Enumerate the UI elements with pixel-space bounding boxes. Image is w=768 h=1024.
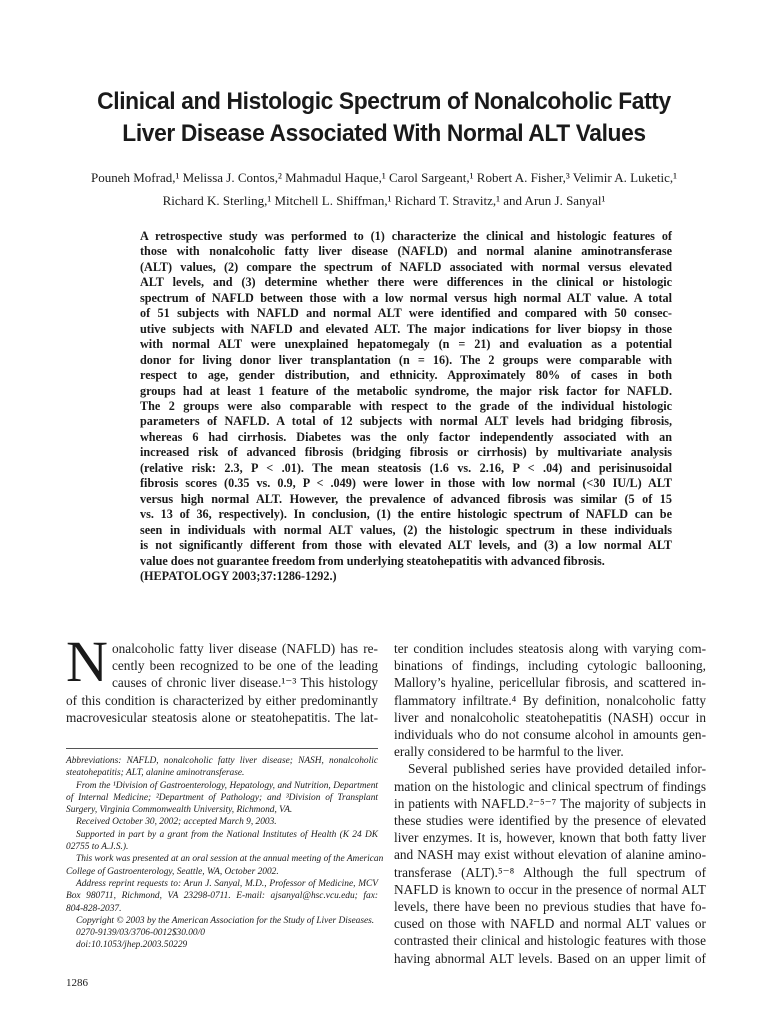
abstract-line: spectrum of NAFLD between those with a low normal versus high normal ALT value. A total [140, 290, 672, 305]
abstract-line: whereas 6 had cirrhosis. Diabetes was the only factor independently associated with an [140, 429, 672, 444]
body-line: individuals who do not consume alcohol in amounts gen- [394, 727, 706, 743]
abstract-line: parameters of NAFLD. A total of 12 subjects with normal ALT levels had bridging fibrosis, [140, 414, 672, 429]
title-line-2: Liver Disease Associated With Normal ALT Values [122, 120, 646, 147]
body-line: ter condition includes steatosis along with varying com- [394, 641, 706, 656]
footnote-line: Received October 30, 2002; accepted March 9, 2003. [76, 817, 277, 828]
abstract-line: (ALT) values, (2) compare the spectrum of NAFLD associated with normal versus elevated [140, 259, 672, 274]
abstract-line: respect to age, gender distribution, and ethnicity. Approximately 80% of cases in both [140, 368, 672, 383]
abstract-line: value does not guarantee freedom from underlying steatohepatitis with advanced fibrosis. [140, 553, 605, 568]
abstract-line: ALT levels, and (3) determine whether there were differences in the clinical or histologic [140, 275, 672, 290]
author-line-2: Richard K. Sterling,¹ Mitchell L. Shiffman,¹ Richard T. Stravitz,¹ and Arun J. Sanyal¹ [162, 193, 606, 208]
footnote-line: 0270-9139/03/3706-0012$30.00/0 [76, 928, 205, 939]
body-line: and NASH may exist without elevation of alanine amino- [394, 847, 706, 863]
abstract-line: utive subjects with NAFLD and elevated ALT. The major indications for liver biopsy in those [140, 321, 672, 336]
abstract-line: seen in individuals with normal ALT values, (2) the histologic spectrum in these individuals [140, 522, 672, 537]
body-line: macrovesicular steatosis alone or steatohepatitis. The lat- [66, 709, 378, 725]
abstract-line: vs. 13 of 36, respectively). In conclusion, (1) the entire histologic spectrum of NAFLD can be [140, 507, 672, 522]
abstract-line: The 2 groups were also comparable with respect to the grade of the individual histologic [140, 398, 672, 413]
body-line: liver enzymes. It is, however, known that both fatty liver [394, 830, 706, 846]
footnote-line: Supported in part by a grant from the National Institutes of Health (K 24 DK [76, 829, 378, 840]
abstract-line: fibrosis scores (0.35 vs. 0.9, P < .049) were lower in those with low normal (<30 IU/L) ALT [140, 476, 672, 491]
author-list [40, 166, 728, 212]
footnote-line: Copyright © 2003 by the American Association for the Study of Liver Diseases. [76, 915, 375, 926]
body-line: binations of findings, including cytologic ballooning, [394, 658, 706, 674]
footnote-line: Address reprint requests to: Arun J. Sanyal, M.D., Professor of Medicine, MCV [76, 878, 378, 889]
footnote-line: From the ¹Division of Gastroenterology, Hepatology, and Nutrition, Department [76, 780, 378, 791]
footnote-line: This work was presented at an oral session at the annual meeting of the American [76, 854, 384, 865]
abstract-line: (relative risk: 2.3, P < .01). The mean steatosis (1.6 vs. 2.16, P < .04) and perisinusoidal [140, 460, 672, 475]
body-line: levels, there have been no previous studies that have fo- [394, 899, 706, 915]
title-line-1: Clinical and Histologic Spectrum of Nonalcoholic Fatty [97, 88, 671, 115]
body-line: mation on the histologic and clinical spectrum of findings [394, 778, 706, 794]
body-line: causes of chronic liver disease.¹⁻³ This histology [112, 675, 378, 691]
footnote-line: College of Gastroenterology, Seattle, WA, October 2002. [66, 866, 279, 877]
body-line: these studies were identified by the presence of elevated [394, 813, 706, 829]
body-line: having abnormal ALT levels. Based on an upper limit of [394, 950, 706, 966]
abstract-line: A retrospective study was performed to (1) characterize the clinical and histologic features of [140, 229, 672, 243]
footnote-line: 02755 to A.J.S.). [66, 842, 129, 853]
body-left-column [66, 640, 378, 726]
footnote-line: Abbreviations: NAFLD, nonalcoholic fatty liver disease; NASH, nonalcoholic [66, 756, 378, 766]
body-line: cently been recognized to be one of the leading [112, 658, 378, 674]
author-line-1: Pouneh Mofrad,¹ Melissa J. Contos,² Mahmadul Haque,¹ Carol Sargeant,¹ Robert A. Fisher,³ Velimir A. Luketic,¹ [90, 170, 677, 185]
footnote-line: 804-828-2037. [66, 903, 122, 914]
body-line: liver and nonalcoholic steatohepatitis (NASH) occur in [394, 709, 706, 725]
body-line: Several published series have provided detailed infor- [408, 761, 706, 777]
abstract-line: groups had at least 1 feature of the metabolic syndrome, the major risk factor for NAFLD. [140, 383, 672, 398]
paper-title [64, 86, 704, 150]
footnote-line: Surgery, Virginia Commonwealth University, Richmond, VA. [66, 805, 293, 816]
body-line: transferase (ALT).⁵⁻⁸ Although the full spectrum of [394, 864, 706, 880]
footnotes [66, 755, 384, 952]
body-line: in patients with NAFLD.²⁻⁵⁻⁷ The majority of subjects in [394, 795, 706, 811]
footnote-line: steatohepatitis; ALT, alanine aminotransferase. [66, 768, 245, 779]
abstract-line: with normal ALT were unexplained hepatomegaly (n = 21) and evaluation as a potential [140, 337, 672, 352]
footnote-line: Box 980711, Richmond, VA 23298-0711. E-mail: ajsanyal@hsc.vcu.edu; fax: [66, 891, 378, 902]
body-line: contrasted their clinical and histologic features with those [394, 933, 706, 949]
abstract-line: increased risk of advanced fibrosis (bridging fibrosis or cirrhosis) by multivariate analysis [140, 445, 672, 460]
footnote-divider [66, 748, 378, 749]
body-line: of this condition is characterized by either predominantly [66, 692, 378, 708]
page-number: 1286 [66, 977, 88, 989]
body-line: NAFLD is known to occur in the presence of normal ALT [394, 881, 706, 897]
abstract-line: donor for living donor liver transplantation (n = 16). The 2 groups were comparable with [140, 352, 672, 367]
body-line: flammatory infiltrate.⁴ By definition, nonalcoholic fatty [394, 692, 706, 708]
body-line: onalcoholic fatty liver disease (NAFLD) has re- [112, 641, 378, 656]
abstract-line: (HEPATOLOGY 2003;37:1286-1292.) [140, 568, 337, 583]
abstract-line: versus high normal ALT. However, the prevalence of advanced fibrosis was similar (5 of 15 [140, 491, 672, 506]
abstract-line: is not significantly different from those with elevated ALT levels, and (3) a low normal ALT [140, 538, 672, 553]
footnote-line: of Internal Medicine; ²Department of Pathology; and ³Division of Transplant [66, 792, 378, 803]
abstract-line: those with nonalcoholic fatty liver disease (NAFLD) and normal alanine aminotransferase [140, 244, 672, 259]
drop-cap: N [66, 629, 108, 694]
body-line: Mallory’s hyaline, pericellular fibrosis, and scattered in- [394, 675, 706, 691]
footnote-line: doi:10.1053/jhep.2003.50229 [76, 940, 188, 951]
abstract [140, 229, 672, 584]
body-line: cused on those with NAFLD and normal ALT values or [394, 916, 706, 932]
body-right-column [394, 640, 706, 967]
abstract-line: of 51 subjects with NAFLD and normal ALT were identified and compared with 50 consec- [140, 306, 672, 321]
body-line: erally considered to be harmful to the liver. [394, 744, 624, 760]
